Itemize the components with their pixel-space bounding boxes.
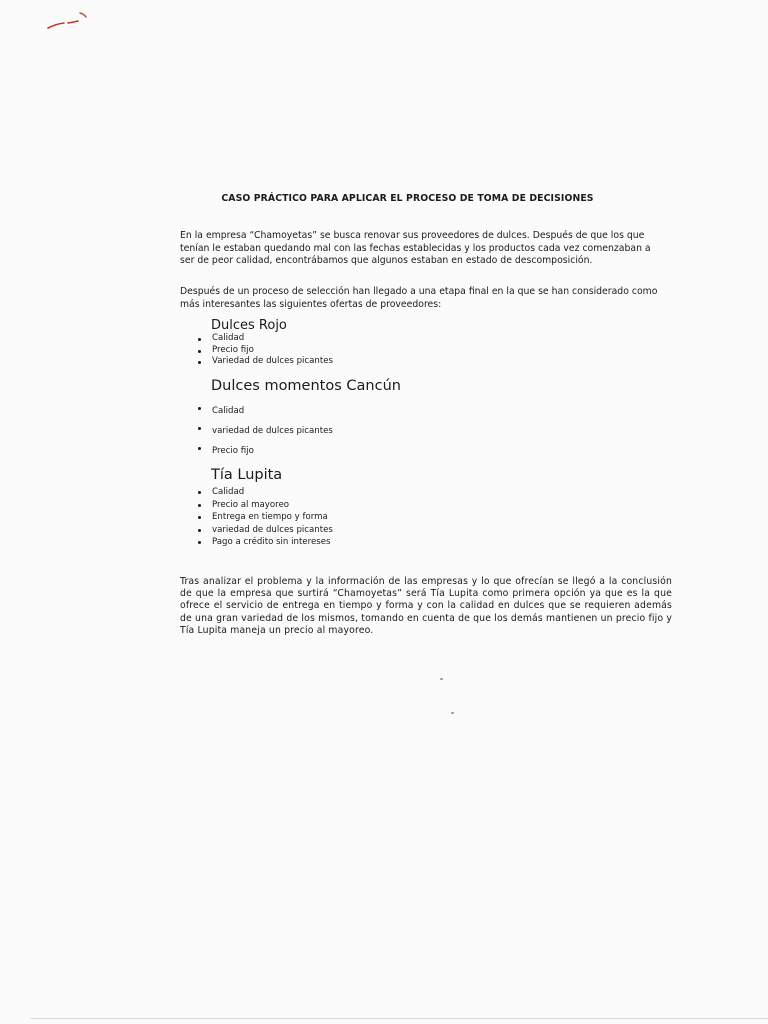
supplier-list-dulces-rojo bbox=[196, 333, 333, 368]
document-title: CASO PRÁCTICO PARA APLICAR EL PROCESO DE TOMA DE DECISIONES bbox=[221, 193, 594, 204]
list-item: Precio fijo bbox=[196, 441, 333, 461]
scan-speck bbox=[451, 712, 454, 714]
supplier-heading-dulces-momentos: Dulces momentos Cancún bbox=[211, 378, 401, 394]
list-item: variedad de dulces picantes bbox=[196, 421, 333, 441]
list-item: Calidad bbox=[196, 333, 333, 345]
page-edge-line bbox=[30, 1018, 768, 1019]
scan-speck bbox=[440, 678, 443, 680]
list-item: Precio fijo bbox=[196, 345, 333, 357]
supplier-list-tia-lupita bbox=[196, 486, 333, 549]
red-pen-mark bbox=[44, 8, 90, 32]
list-item: Precio al mayoreo bbox=[196, 499, 333, 512]
conclusion-paragraph: Tras analizar el problema y la información de las empresas y lo que ofrecían se llegó a la conclusión de que la empresa que surtirá “Chamoyetas” será Tía Lupita como primera opción ya que es la que ofrece el servicio de entrega en tiempo y forma y con la calidad en dulces que se requieren además de una gran variedad de los mismos, tomando en cuenta de que los demás mantienen un precio fijo y Tía Lupita maneja un precio al mayoreo. bbox=[180, 576, 672, 636]
supplier-heading-dulces-rojo: Dulces Rojo bbox=[211, 318, 287, 333]
intro-paragraph-1: En la empresa “Chamoyetas” se busca renovar sus proveedores de dulces. Después de que los que tenían le estaban quedando mal con las fechas establecidas y los productos cada vez comenzaban a ser de peor calidad, encontrábamos que algunos estaban en estado de descomposición. bbox=[180, 230, 651, 267]
list-item: Calidad bbox=[196, 401, 333, 421]
supplier-list-dulces-momentos bbox=[196, 401, 333, 461]
list-item: variedad de dulces picantes bbox=[196, 524, 333, 537]
list-item: Pago a crédito sin intereses bbox=[196, 536, 333, 549]
list-item: Calidad bbox=[196, 486, 333, 499]
supplier-heading-tia-lupita: Tía Lupita bbox=[211, 467, 283, 483]
list-item: Entrega en tiempo y forma bbox=[196, 511, 333, 524]
list-item: Variedad de dulces picantes bbox=[196, 356, 333, 368]
intro-paragraph-2: Después de un proceso de selección han llegado a una etapa final en la que se han considerado como más interesantes las siguientes ofertas de proveedores: bbox=[180, 286, 658, 310]
